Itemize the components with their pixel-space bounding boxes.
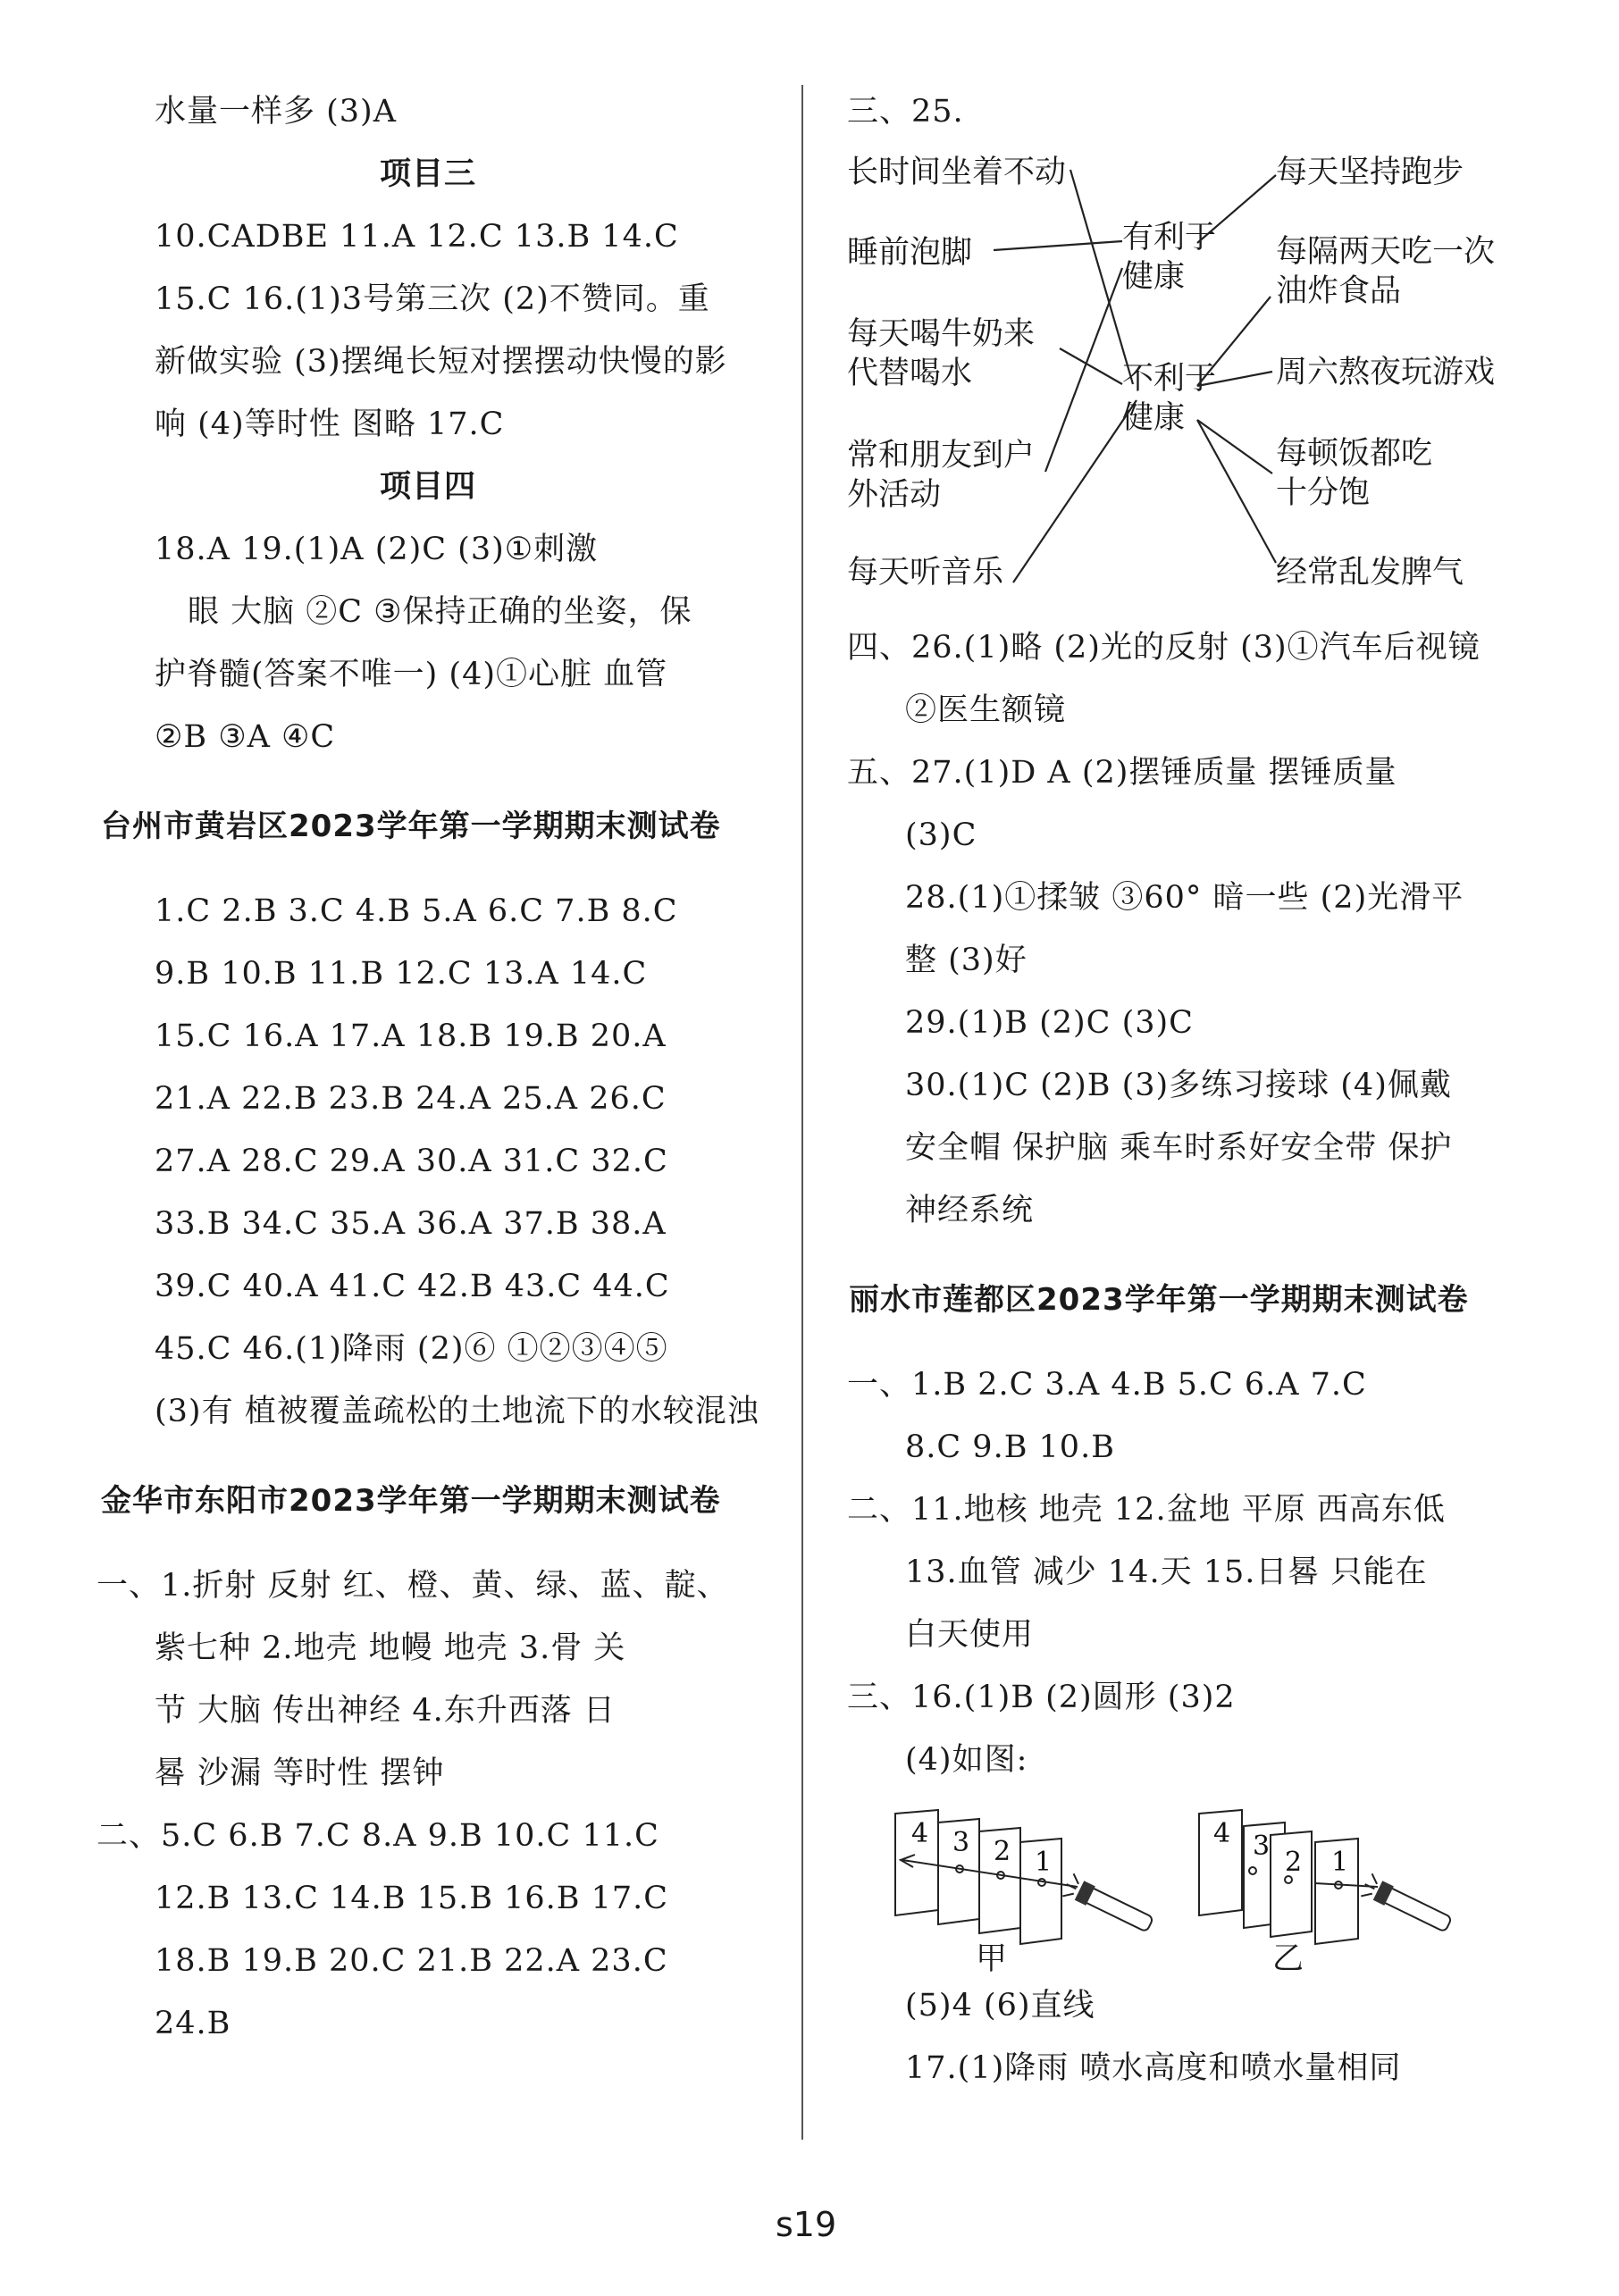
match-line: [1045, 268, 1122, 472]
match-line: [994, 241, 1122, 250]
answer-line: ②B ③A ④C: [155, 719, 336, 755]
answer-line: 新做实验 (3)摆绳长短对摆摆动快慢的影: [155, 344, 727, 380]
answer-line: 12.B 13.C 14.B 15.B 16.B 17.C: [155, 1881, 669, 1916]
page-number: s19: [776, 2205, 837, 2244]
exam-title: 丽水市莲都区2023学年第一学期期末测试卷: [849, 1282, 1469, 1318]
answer-line: 四、26.(1)略 (2)光的反射 (3)①汽车后视镜: [847, 630, 1481, 666]
middle-item: 有利于 健康: [1122, 220, 1217, 295]
answer-line: 节 大脑 传出神经 4.东升西落 日: [155, 1693, 616, 1729]
answer-line: 二、11.地核 地壳 12.盆地 平原 西高东低: [847, 1492, 1446, 1528]
answer-line: ②医生额镜: [905, 692, 1067, 728]
match-line: [1197, 297, 1271, 386]
card-label: 3: [952, 1827, 970, 1858]
answer-line: 29.(1)B (2)C (3)C: [905, 1005, 1194, 1041]
answer-line: (4)如图:: [905, 1742, 1028, 1778]
answer-line: 神经系统: [905, 1193, 1035, 1228]
left-item: 每天喝牛奶来 代替喝水: [847, 316, 1036, 391]
answer-line: 24.B: [155, 2006, 231, 2041]
answer-line: 15.C 16.A 17.A 18.B 19.B 20.A: [155, 1018, 667, 1054]
answer-line: 一、1.B 2.C 3.A 4.B 5.C 6.A 7.C: [847, 1367, 1367, 1403]
match-line: [1013, 400, 1137, 582]
answer-line: 18.B 19.B 20.C 21.B 22.A 23.C: [155, 1943, 668, 1979]
answer-line: 整 (3)好: [905, 943, 1028, 978]
left-item: 睡前泡脚: [847, 235, 973, 271]
answer-line: 45.C 46.(1)降雨 (2)⑥ ①②③④⑤: [155, 1331, 668, 1367]
right-item: 每天坚持跑步: [1276, 155, 1464, 190]
answer-line: 1.C 2.B 3.C 4.B 5.A 6.C 7.B 8.C: [155, 893, 678, 929]
answer-line: 17.(1)降雨 喷水高度和喷水量相同: [905, 2050, 1402, 2086]
card-label: 1: [1035, 1847, 1053, 1878]
match-line: [1070, 170, 1133, 384]
answer-line: 15.C 16.(1)3号第三次 (2)不赞同。重: [155, 281, 710, 317]
card-label: 4: [911, 1818, 929, 1849]
figure-panel-yi: [1188, 1805, 1492, 1965]
figure-caption: 甲: [976, 1941, 1008, 1977]
answer-line: 护脊髓(答案不唯一) (4)①心脏 血管: [155, 657, 668, 692]
section-heading: 项目三: [380, 156, 477, 192]
card-label: 2: [994, 1836, 1011, 1867]
answer-line: 39.C 40.A 41.C 42.B 43.C 44.C: [155, 1269, 670, 1304]
right-item: 每隔两天吃一次 油炸食品: [1276, 234, 1496, 309]
section-heading: 项目四: [380, 469, 477, 505]
answer-line: 33.B 34.C 35.A 36.A 37.B 38.A: [155, 1206, 667, 1242]
match-line: [1197, 420, 1276, 563]
answer-line: 安全帽 保护脑 乘车时系好安全带 保护: [905, 1130, 1453, 1166]
answer-line: (3)C: [905, 817, 977, 853]
answer-line: 紫七种 2.地壳 地幔 地壳 3.骨 关: [155, 1630, 626, 1666]
match-line: [1197, 175, 1276, 243]
left-item: 长时间坐着不动: [847, 155, 1067, 190]
left-item: 常和朋友到户 外活动: [847, 438, 1036, 513]
answer-line: 30.(1)C (2)B (3)多练习接球 (4)佩戴: [905, 1068, 1452, 1103]
card-label: 4: [1213, 1818, 1231, 1849]
right-item: 每顿饭都吃 十分饱: [1276, 436, 1433, 511]
card-label: 2: [1285, 1847, 1303, 1878]
answer-line: 28.(1)①揉皱 ③60° 暗一些 (2)光滑平: [905, 880, 1464, 916]
answer-line: 一、1.折射 反射 红、橙、黄、绿、蓝、靛、: [96, 1568, 729, 1604]
answer-line: 18.A 19.(1)A (2)C (3)①刺激: [155, 532, 599, 567]
figure-panel-jia: [885, 1805, 1188, 1965]
card-label: 1: [1331, 1847, 1349, 1878]
left-item: 每天听音乐: [847, 555, 1004, 591]
answer-line: 10.CADBE 11.A 12.C 13.B 14.C: [155, 219, 679, 255]
match-line: [1197, 420, 1272, 473]
exam-title: 金华市东阳市2023学年第一学期期末测试卷: [101, 1483, 721, 1519]
figure-caption: 乙: [1272, 1941, 1304, 1977]
answer-line: 三、25.: [847, 94, 964, 130]
answer-line: (3)有 植被覆盖疏松的土地流下的水较混浊: [155, 1394, 759, 1429]
flashlight-icon: [1061, 1873, 1155, 1936]
answer-line: 白天使用: [905, 1617, 1035, 1653]
answer-line: 水量一样多 (3)A: [155, 94, 397, 130]
flashlight-icon: [1359, 1873, 1454, 1936]
answer-line: 三、16.(1)B (2)圆形 (3)2: [847, 1680, 1236, 1715]
answer-line: 13.血管 减少 14.天 15.日晷 只能在: [905, 1554, 1428, 1590]
answer-line: 9.B 10.B 11.B 12.C 13.A 14.C: [155, 956, 648, 992]
match-line: [1060, 348, 1122, 384]
answer-line: 二、5.C 6.B 7.C 8.A 9.B 10.C 11.C: [96, 1818, 659, 1854]
answer-line: 21.A 22.B 23.B 24.A 25.A 26.C: [155, 1081, 667, 1117]
answer-line: 8.C 9.B 10.B: [905, 1429, 1115, 1465]
answer-line: 眼 大脑 ②C ③保持正确的坐姿，保: [188, 594, 692, 630]
answer-line: 响 (4)等时性 图略 17.C: [155, 406, 505, 442]
middle-item: 不利于 健康: [1122, 361, 1217, 436]
right-item: 经常乱发脾气: [1276, 555, 1464, 591]
exam-title: 台州市黄岩区2023学年第一学期期末测试卷: [101, 809, 721, 844]
answer-line: 晷 沙漏 等时性 摆钟: [155, 1756, 445, 1791]
answer-line: 27.A 28.C 29.A 30.A 31.C 32.C: [155, 1144, 668, 1179]
match-line: [1197, 372, 1272, 386]
answer-line: 五、27.(1)D A (2)摆锤质量 摆锤质量: [847, 755, 1397, 791]
card-label: 3: [1253, 1831, 1271, 1862]
answer-line: (5)4 (6)直线: [905, 1988, 1095, 2024]
right-item: 周六熬夜玩游戏: [1276, 355, 1496, 390]
